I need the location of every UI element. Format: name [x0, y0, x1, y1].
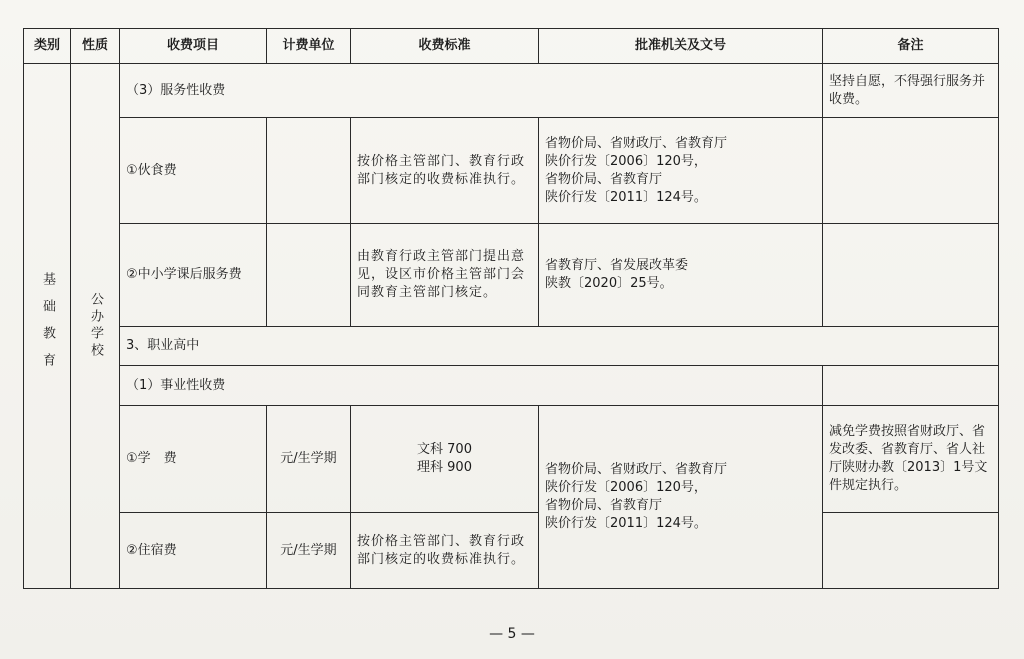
page-number: — 5 —	[489, 626, 535, 642]
header-unit: 计费单位	[267, 29, 351, 64]
afterschool-item: ②中小学课后服务费	[120, 224, 267, 327]
table-row	[24, 513, 999, 589]
table-row	[24, 327, 999, 366]
afterschool-remark	[823, 224, 999, 327]
admin-section-remark	[823, 366, 999, 406]
table-row	[24, 406, 999, 513]
table-row	[24, 64, 999, 118]
fee-table	[23, 28, 999, 589]
dorm-standard: 按价格主管部门、教育行政部门核定的收费标准执行。	[351, 513, 539, 589]
afterschool-approval: 省教育厅、省发展改革委 陕教〔2020〕25号。	[539, 224, 823, 327]
table-row	[24, 366, 999, 406]
category-text: 基础教育	[40, 272, 55, 380]
meal-remark	[823, 118, 999, 224]
category-cell	[24, 64, 71, 589]
nature-text: 公办学校	[88, 292, 103, 360]
nature-cell	[71, 64, 120, 589]
meal-item: ①伙食费	[120, 118, 267, 224]
vocational-section-label: 3、职业高中	[120, 327, 999, 366]
afterschool-standard: 由教育行政主管部门提出意见，设区市价格主管部门会同教育主管部门核定。	[351, 224, 539, 327]
table-row	[24, 224, 999, 327]
afterschool-unit	[267, 224, 351, 327]
meal-approval: 省物价局、省财政厅、省教育厅 陕价行发〔2006〕120号， 省物价局、省教育厅 陕价行发〔2011〕124号。	[539, 118, 823, 224]
header-item: 收费项目	[120, 29, 267, 64]
admin-section-label: （1）事业性收费	[120, 366, 823, 406]
tuition-unit: 元/生学期	[267, 406, 351, 513]
tuition-approval: 省物价局、省财政厅、省教育厅 陕价行发〔2006〕120号， 省物价局、省教育厅 陕价行发〔2011〕124号。	[539, 406, 823, 589]
table-row	[24, 118, 999, 224]
tuition-remark: 减免学费按照省财政厅、省发改委、省教育厅、省人社厅陕财办教〔2013〕1号文件规定执行。	[823, 406, 999, 513]
header-category: 类别	[24, 29, 71, 64]
header-remarks: 备注	[823, 29, 999, 64]
dorm-item: ②住宿费	[120, 513, 267, 589]
table-header-row	[24, 29, 999, 64]
meal-standard: 按价格主管部门、教育行政部门核定的收费标准执行。	[351, 118, 539, 224]
header-approval: 批准机关及文号	[539, 29, 823, 64]
meal-unit	[267, 118, 351, 224]
dorm-unit: 元/生学期	[267, 513, 351, 589]
header-standard: 收费标准	[351, 29, 539, 64]
service-section-label: （3）服务性收费	[120, 64, 823, 118]
dorm-remark	[823, 513, 999, 589]
tuition-standard: 文科 700 理科 900	[351, 406, 539, 513]
service-section-remark: 坚持自愿，不得强行服务并收费。	[823, 64, 999, 118]
header-nature: 性质	[71, 29, 120, 64]
tuition-item: ①学 费	[120, 406, 267, 513]
